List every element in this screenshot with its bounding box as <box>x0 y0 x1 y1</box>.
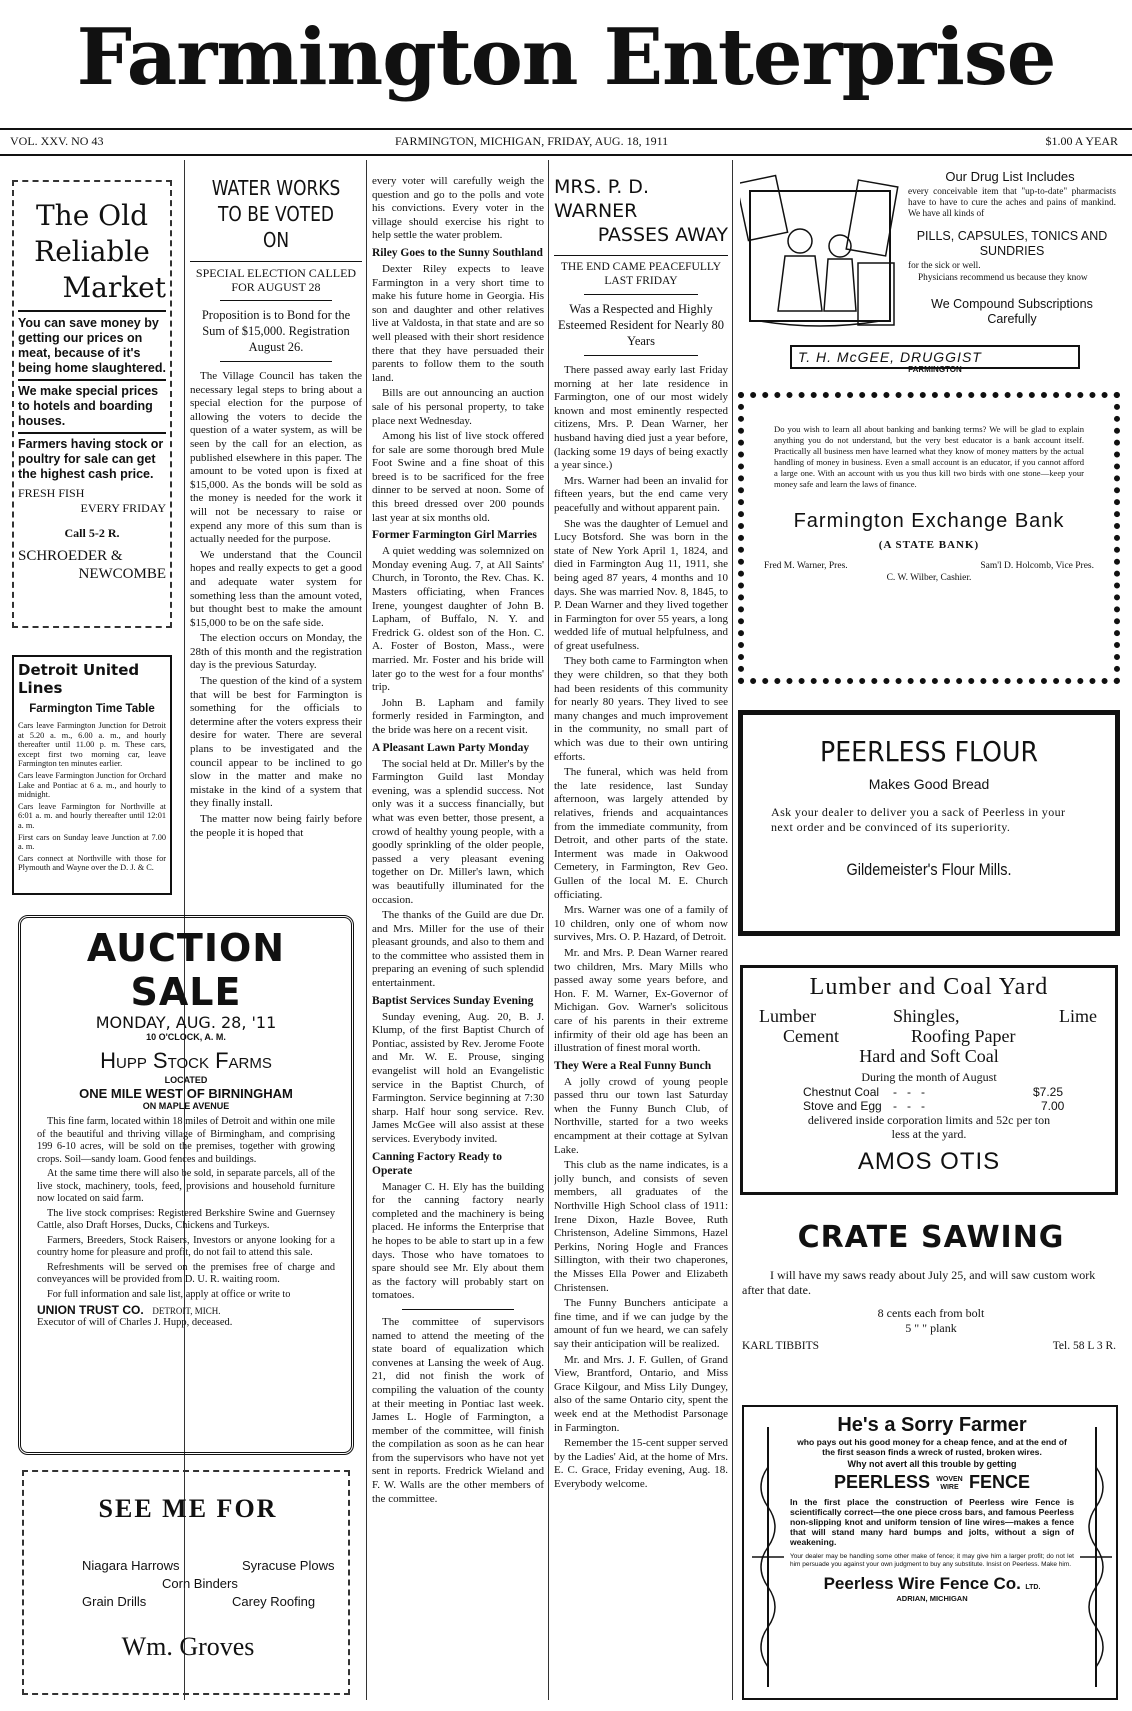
auction-paragraph-1: This fine farm, located within 18 miles of Detroit and within one mile of the beautiful and thriving village of Birmingham, and comprising 199 6-10 acres, will be sold on the premises, together with growing crops. Soil—sandy loam. Good fences and buildings. <box>37 1116 335 1165</box>
warner-title-1: MRS. P. D. WARNER <box>554 176 649 222</box>
baptist-paragraph: Sunday evening, Aug. 20, B. J. Klump, of the first Baptist Church of Pontiac, assisted by Rev. Jerome Foote and Mr. W. E. Prouse, singing evangelist will hold an Evangelistic service in the Baptist Church, of Farmington. Service beginning at 7:30 sharp. Half hour song service. Rev. James McGee will also assist at these services. Everybody invited. <box>372 1010 544 1145</box>
dul-timetable <box>12 655 172 895</box>
dul-subtitle: Farmington Time Table <box>29 703 155 715</box>
auction-executor: Executor of will of Charles J. Hupp, deceased. <box>37 1317 233 1328</box>
lumber-ad: Lumber and Coal Yard Lumber Shingles, Lime Cement Roofing Paper Hard and Soft Coal During the month of August Chestnut Coal - - - $7.25 Stove and Egg - - - 7.00 delivered inside corporation limits and 52c per ton less at the yard. AMOS OTIS <box>740 965 1118 1195</box>
drug-intro: every conceivable item that "up-to-date" pharmacists have to have to cure the aches and pains of mankind. We have all kinds of <box>908 187 1116 219</box>
water-works-paragraph-3: The election occurs on Monday, the 28th of this month and the registration day is the previous Saturday. <box>190 632 362 672</box>
groves-ad <box>22 1470 350 1695</box>
lumber-item-5: Roofing Paper <box>911 1026 1016 1046</box>
druggist-name: T. H. McGEE, DRUGGIST <box>790 345 1080 369</box>
column-rule <box>548 160 549 1700</box>
bank-president: Fred M. Warner, Pres. <box>764 561 848 571</box>
baptist-heading: Baptist Services Sunday Evening <box>372 994 534 1007</box>
masthead-title: Farmington Enterprise <box>76 12 1056 103</box>
flour-ad <box>738 710 1120 936</box>
bank-cashier: C. W. Wilber, Cashier. <box>886 573 972 583</box>
auction-location-1: ONE MILE WEST OF BIRNINGHAM <box>79 1086 293 1101</box>
flour-text: Ask your dealer to deliver you a sack of Peerless in your next order and be convinced of its superiority. <box>771 805 1066 834</box>
crate-rate-2: 5 " " plank <box>905 1321 957 1335</box>
auction-paragraph-2: At the same time there will also be sold, in separate parcels, all of the live stock, machinery, tools, feed, provisions and household furniture now located on said farm. <box>37 1168 335 1204</box>
lumber-item-6: Hard and Soft Coal <box>859 1046 999 1066</box>
flour-subtitle: Makes Good Bread <box>868 776 990 792</box>
riley-paragraph-3: Among his list of live stock offered for sale are some thorough bred Mule Foot Swine and a fine shoat of this breed is to be sacrificed for the free dinner to be served at noon. Some of this breed dressed over 200 pounds last year at six months old. <box>372 430 544 524</box>
column-rule <box>732 160 733 1700</box>
warner-title-2: PASSES AWAY <box>597 224 728 246</box>
fence-title: He's a Sorry Farmer <box>837 1414 1027 1436</box>
groves-item-4: Grain Drills <box>82 1594 147 1609</box>
bank-text: Do you wish to learn all about banking and banking terms? We will be glad to explain anything you do not understand, but the very best educator is a bank account itself. Practically all business men have learned what they know of money matters by the actual handling of money in business. Even a small account is an educator, if you cannot afford a large one. With an account with us you thus kill two birds with one stone—keep your money safe and learn the laws of finance. <box>774 424 1084 489</box>
auction-title: AUCTION SALE <box>86 926 286 1014</box>
fence-post-icon <box>750 1427 786 1687</box>
market-ad <box>12 180 172 628</box>
water-works-continued: every voter will carefully weigh the question and go to the polls and vote his convictions. Every voter in the village should exercise his right to help settle the water problem. <box>372 175 544 242</box>
warner-column <box>554 175 728 1705</box>
place-date: FARMINGTON, MICHIGAN, FRIDAY, AUG. 18, 1911 <box>395 134 669 148</box>
lumber-owner: AMOS OTIS <box>857 1148 1001 1175</box>
market-title-2: Reliable <box>34 235 150 268</box>
warner-paragraph-2: Mrs. Warner had been an invalid for fifteen years, but the end came very peacefully and without apparent pain. <box>554 474 728 514</box>
warner-paragraph-7: Mr. and Mrs. P. Dean Warner reared two children, Mrs. Mary Mills who passed away some years before, and Hon. F. M. Warner, Ex-Governor of Michigan. Gov. Warner's solicitous care of his parents in their extreme infirmity of their old age has been an illustration of finest moral worth. <box>554 946 728 1055</box>
riley-paragraph-2: Bills are out announcing an auction sale of his personal property, to take place next Wednesday. <box>372 387 544 427</box>
auction-farm: Hupp Stock Farms <box>100 1048 272 1073</box>
fence-text-1: who pays out his good money for a cheap fence, and at the end of the first season finds a wreck of rusted, broken wires. <box>797 1437 1067 1457</box>
water-works-paragraph-5: The matter now being fairly before the people it is hoped that <box>190 813 362 839</box>
warner-paragraph-3: She was the daughter of Lemuel and Lucy Botsford. She was born in the state of New York April 1, 1824, and died in Farmington Aug 11, 1911, she being aged 87 years, 4 months and 10 days. She was married Nov. 8, 1845, to P. Dean Warner and they lived together in Farmington for over 55 years, a long wedded life of mutual helpfulness, and of great usefulness. <box>554 517 728 652</box>
canning-paragraph: Manager C. H. Ely has the building for the canning factory nearly completed and the machinery is being placed. He informs the Enterprise that he hopes to be able to start up in a few days. Those who have tomatoes to spare should see Mr. Ely about them as the factory will probably start on tomatoes. <box>372 1180 544 1302</box>
warner-subhead-2: Was a Respected and Highly Esteemed Resident for Nearly 80 Years <box>558 302 724 348</box>
warner-subhead-1: THE END CAME PEACEFULLY LAST FRIDAY <box>560 261 722 287</box>
groves-item-2: Syracuse Plows <box>242 1558 335 1573</box>
warner-paragraph-4: They both came to Farmington when they were children, so that they both had been residents of this community for nearly 80 years. They lived to see many changes and much improvement in the community, no small part of which was due to their own untiring efforts. <box>554 655 728 763</box>
druggist-town: FARMINGTON <box>908 365 962 374</box>
marries-paragraph-1: A quiet wedding was solemnized on Monday evening Aug. 7, at All Saints' Church, in Toronto, the Rev. Chas. K. Masters officiating, when Frances Irene, youngest daughter of John B. Lapham, of Buffalo, N. Y. and Fredrick G. oldest son of the Hon. C. A. Foster of Boston, Mass., were married. Mr. Foster and his bride will later go to the west for a four months' trip. <box>372 545 544 694</box>
auction-paragraph-6: For full information and sale list, apply at office or write to <box>47 1288 291 1300</box>
flour-title: PEERLESS FLOUR <box>820 735 1038 768</box>
fence-post-icon <box>1078 1427 1114 1687</box>
market-line-4: FRESH FISH <box>18 486 85 500</box>
water-works-subhead-1: SPECIAL ELECTION CALLED FOR AUGUST 28 <box>195 266 357 294</box>
drug-ad <box>740 165 1120 380</box>
funny-bunch-paragraph-3: The Funny Bunchers anticipate a fine time, and if we can judge by the amount of fun we heard, we can safely say their anticipation will be realized. <box>554 1297 728 1350</box>
local-news-column <box>372 175 544 1705</box>
lumber-item-4: Cement <box>783 1026 839 1046</box>
fence-company: Peerless Wire Fence Co. <box>823 1574 1021 1593</box>
fence-text-2: Why not avert all this trouble by getting <box>847 1459 1017 1469</box>
dul-text-1: Cars leave Farmington Junction for Detroit at 5.20 a. m., 6.00 a. m., and hourly thereafter until 11.00 p. m. These cars, except first two morning car, leave Farmington ten minutes earlier. <box>18 721 166 769</box>
price: $1.00 A YEAR <box>1045 134 1118 148</box>
coal-price-1: $7.25 <box>1033 1085 1064 1099</box>
market-line-7: SCHROEDER & <box>18 548 123 564</box>
water-works-paragraph-4: The question of the kind of a system that will be best for Farmington is something for the officials to determine after the voters express their desire for water. There are several plans to be investigated and the council appear to be inclined to go slow in the matter and make no mistake in the kind of a system that they finally install. <box>190 675 362 810</box>
fence-woven: WOVEN WIRE <box>936 1475 963 1491</box>
coal-type-1: Chestnut Coal <box>803 1085 880 1099</box>
gullen-paragraph: Mr. and Mrs. J. F. Gullen, of Grand View, Brantford, Ontario, and Miss Grace Kilgour, and Miss Lily Dungey, also of the same Ontario city, spent the week end at the Methodist Parsonage in Farmington. <box>554 1353 728 1434</box>
column-rule <box>366 160 367 1700</box>
lumber-item-1: Lumber <box>759 1006 816 1026</box>
auction-company: UNION TRUST CO. <box>37 1303 144 1317</box>
crate-rate-1: 8 cents each from bolt <box>877 1306 985 1320</box>
drug-compound: We Compound Subscriptions Carefully <box>931 297 1093 326</box>
groves-title: SEE ME FOR <box>98 1494 278 1523</box>
bank-vice-president: Sam'l D. Holcomb, Vice Pres. <box>980 561 1094 571</box>
water-works-paragraph-2: We understand that the Council hopes and really expects to get a good and adequate water system for something less than the amount voted, but thought best to make the amount $15,000 to be on the safe side. <box>190 548 362 629</box>
pharmacist-illustration-icon <box>740 171 900 341</box>
crate-title: CRATE SAWING <box>797 1220 1065 1255</box>
bank-type: (A STATE BANK) <box>878 539 980 551</box>
market-line-6: Call 5-2 R. <box>64 526 120 540</box>
fence-city: ADRIAN, MICHIGAN <box>896 1594 968 1603</box>
funny-bunch-heading: They Were a Real Funny Bunch <box>554 1059 712 1072</box>
auction-time: 10 O'CLOCK, A. M. <box>146 1032 226 1042</box>
market-line-3: Farmers having stock or poultry for sale can get the highest cash price. <box>18 437 164 481</box>
crate-telephone: Tel. 58 L 3 R. <box>1052 1340 1116 1352</box>
auction-paragraph-5: Refreshments will be served on the premises free of charge and conveyances will be provided from D. U. R. waiting room. <box>37 1261 335 1285</box>
marries-heading: Former Farmington Girl Marries <box>372 529 537 542</box>
crate-text: I will have my saws ready about July 25, and will saw custom work after that date. <box>742 1268 1096 1297</box>
crate-owner: KARL TIBBITS <box>742 1340 819 1352</box>
fence-text-3: In the first place the construction of Peerless wire Fence is scientifically correct—the one piece cross bars, and famous Peerless non-slipping knot and uniform tension of line wires—makes a fence that will stand many hard bumps and jolts, without a sign of weakening. <box>790 1497 1074 1547</box>
market-line-5: EVERY FRIDAY <box>80 501 166 515</box>
lawn-party-heading: A Pleasant Lawn Party Monday <box>372 741 530 754</box>
dul-title: Detroit United Lines <box>18 661 140 697</box>
groves-name: Wm. Groves <box>121 1632 255 1661</box>
supervisors-paragraph: The committee of supervisors named to attend the meeting of the state board of equalization which convenes at Lansing the week of Aug. 21, did not finish the work of compiling the valuation of the county at their meeting in Pontiac last week. James L. Hogle of Farmington, a member of the committee, will finish the compilation as soon as he can hear from the supervisors who have not yet sent in reports. Fredrick Wieland and F. W. Walls are the other members of the committee. <box>372 1315 544 1505</box>
water-works-subhead-2: Proposition is to Bond for the Sum of $15,000. Registration August 26. <box>201 308 351 354</box>
coal-type-2: Stove and Egg <box>803 1099 882 1113</box>
riley-heading: Riley Goes to the Sunny Southland <box>372 246 543 259</box>
water-works-article <box>190 175 362 1335</box>
bank-name: Farmington Exchange Bank <box>793 510 1065 532</box>
groves-item-3: Corn Binders <box>162 1576 238 1591</box>
groves-item-5: Carey Roofing <box>232 1594 316 1609</box>
dul-text-5: Cars connect at Northville with those for Plymouth and Wayne over the D. J. & C. <box>18 853 166 873</box>
dul-text-4: First cars on Sunday leave Junction at 7.00 a. m. <box>18 832 166 852</box>
auction-location-2: ON MAPLE AVENUE <box>142 1101 230 1111</box>
dul-text-2: Cars leave Farmington Junction for Orchard Lake and Pontiac at 6 a. m., and hourly to midnight. <box>18 770 166 800</box>
funny-bunch-paragraph-1: A jolly crowd of young people passed thru our town last Saturday when the Funny Bunch Club, of Northville, started for a two weeks encampment at their cottage at Sylvan Lake. <box>554 1075 728 1156</box>
marries-paragraph-2: John B. Lapham and family formerly resided in Farmington, and the bride was here on a recent visit. <box>372 696 544 736</box>
crate-sawing-ad <box>742 1220 1120 1380</box>
bank-ad <box>738 392 1120 684</box>
warner-paragraph-5: The funeral, which was held from the late residence, last Sunday afternoon, was largely attended by relatives, friends and acquaintances from the immediate community, from Detroit, and other parts of the state. Interment was made in Oakwood Cemetery, in Farmington, Rev Geo. Gullen of the local M. E. Church officiating. <box>554 766 728 901</box>
fence-ltd: LTD. <box>1025 1584 1041 1591</box>
flour-mill: Gildemeister's Flour Mills. <box>846 860 1012 879</box>
lumber-item-2: Shingles, <box>893 1006 960 1026</box>
riley-paragraph-1: Dexter Riley expects to leave Farmington in a very short time to make his future home in Georgia. His son and daughter and other relatives live at Valdosta, in that state and are so well pleased with their short residence there that they have persuaded their parents to follow them to the south land. <box>372 262 544 384</box>
market-line-2: We make special prices to hotels and boarding houses. <box>18 384 159 428</box>
groves-item-1: Niagara Harrows <box>82 1558 180 1573</box>
auction-located: LOCATED <box>164 1075 208 1085</box>
warner-paragraph-6: Mrs. Warner was one of a family of 10 children, only one of whom now survives, Mrs. O. P. Hazard, of Detroit. <box>554 904 728 944</box>
canning-heading: Canning Factory Ready to Operate <box>372 1150 503 1177</box>
lawn-party-paragraph-2: The thanks of the Guild are due Dr. and Mrs. Miller for the use of their pleasant grounds, and also to them and to the committee who assisted them in preparing an evening of such splendid entertainment. <box>372 909 544 990</box>
fence-brand: PEERLESS <box>834 1472 931 1492</box>
drug-items: PILLS, CAPSULES, TONICS AND SUNDRIES <box>916 229 1108 258</box>
market-title-1: The Old <box>35 199 148 232</box>
coal-price-2: 7.00 <box>1041 1099 1065 1113</box>
auction-paragraph-4: Farmers, Breeders, Stock Raisers, Investors or anyone looking for a country home for pleasure and profit, do not fail to attend this sale. <box>37 1234 335 1258</box>
lumber-during: During the month of August <box>861 1070 997 1084</box>
lawn-party-paragraph-1: The social held at Dr. Miller's by the Farmington Guild last Monday evening, was a splendid success. Not only was it a success financially, but what was even better, those present, a crowd of healthy young people, with a goodly sprinkling of the older people, passed a very pleasant evening together on Dr. Miller's lawn, which was beautifully illuminated for the occasion. <box>372 757 544 906</box>
volume-number: VOL. XXV. NO 43 <box>10 134 104 148</box>
water-works-paragraph-1: The Village Council has taken the necessary legal steps to bring about a special election for the purpose of allowing the voters to decide the question of a water system, as will be seen by the call for an election, as published elsewhere in this paper. The amount to be voted upon is fixed at $15,000. As the bonds will be sold as the money is needed for the work it will not be necessary to raise or expend any more of this sum than is actually needed for the purpose. <box>190 370 362 546</box>
fence-ad <box>742 1405 1118 1700</box>
funny-bunch-paragraph-2: This club as the name indicates, is a jolly bunch, and consists of seven members, all graduates of the Northville High School class of 1911: Irene Dixon, Hazle Bovee, Ruth Christenson, Adeline Simmons, Hazel Perkins, Noring Hogle and Frances Sillington, with their two chaperones, the Misses Ella Power and Elizabeth Christensen. <box>554 1159 728 1294</box>
auction-city: DETROIT, MICH. <box>152 1306 221 1316</box>
fence-text-4: Your dealer may be handling some other make of fence; it may give him a larger profit; do not let him persuade you against your own judgment to buy any substitute. Insist on Peerless. Make him. <box>790 1553 1074 1568</box>
dul-text-3: Cars leave Farmington for Northville at 6:01 a. m. and hourly thereafter until 12:01 a. m. <box>18 801 166 830</box>
drug-sick-well: for the sick or well. <box>908 261 981 271</box>
warner-paragraph-1: There passed away early last Friday morning at her late residence in Farmington, one of our most widely known and most eminently respected citizens, Mrs. P. Dean Warner, her husband having died just a year before, (lacking some 19 days of being exactly a year since.) <box>554 364 728 472</box>
lumber-item-3: Lime <box>1059 1006 1097 1026</box>
supper-paragraph: Remember the 15-cent supper served by the Ladies' Aid, at the home of Mrs. E. C. Grace, Friday evening, Aug. 18. Everybody welcome. <box>554 1437 728 1490</box>
lumber-title: Lumber and Coal Yard <box>809 974 1049 1000</box>
fence-fence: FENCE <box>968 1472 1030 1492</box>
auction-paragraph-3: The live stock comprises: Registered Berkshire Swine and Guernsey Cattle, also Draft Horses, Ducks, Chickens and Turkeys. <box>37 1207 335 1231</box>
market-line-8: NEWCOMBE <box>78 566 166 582</box>
drug-physicians: Physicians recommend us because they know <box>918 273 1088 283</box>
market-title-3: Market <box>62 271 166 304</box>
dateline <box>0 128 1132 156</box>
water-works-title: WATER WORKS TO BE VOTED ON <box>211 176 341 252</box>
drug-headline: Our Drug List Includes <box>945 169 1075 184</box>
lumber-note: delivered inside corporation limits and 52c per ton less at the yard. <box>807 1113 1051 1141</box>
market-line-1: You can save money by getting our prices on meat, because of it's being home slaughtered. <box>18 316 166 375</box>
auction-date: MONDAY, AUG. 28, '11 <box>95 1013 277 1032</box>
